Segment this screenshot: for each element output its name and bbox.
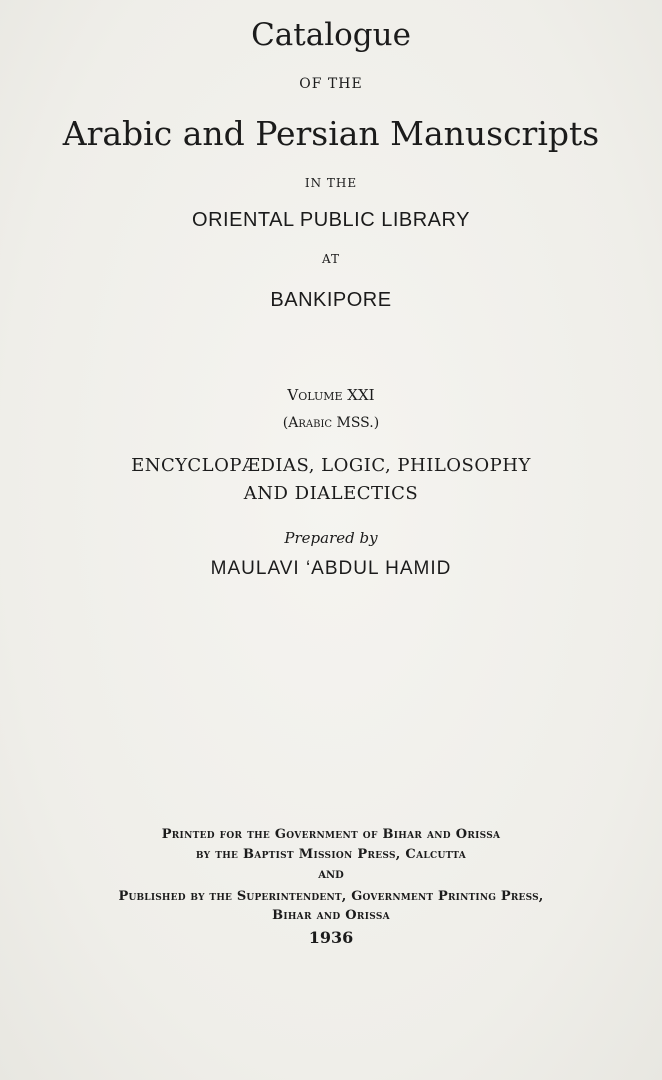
publication-year: 1936 bbox=[308, 928, 354, 947]
and-text: AND bbox=[318, 870, 344, 881]
of-the-text: OF THE bbox=[299, 76, 363, 92]
printed-line-1: Printed for the Government of Bihar and Orissa bbox=[161, 827, 501, 842]
published-line-2: Bihar and Orissa bbox=[272, 908, 390, 923]
place-name: BANKIPORE bbox=[270, 289, 392, 311]
subject-line-1: ENCYCLOPÆDIAS, LOGIC, PHILOSOPHY bbox=[131, 455, 531, 476]
published-line-1: Published by the Superintendent, Government Printing Press, bbox=[118, 889, 544, 904]
prepared-by-text: Prepared by bbox=[284, 529, 378, 547]
author-name: MAULAVI ‘ABDUL HAMID bbox=[210, 558, 452, 579]
series-label: (Arabic MSS.) bbox=[282, 415, 380, 431]
volume-number: Volume XXI bbox=[287, 386, 375, 404]
library-name: ORIENTAL PUBLIC LIBRARY bbox=[192, 209, 470, 231]
at-text: AT bbox=[321, 252, 340, 266]
catalogue-heading: Catalogue bbox=[251, 17, 411, 53]
subject-line-2: AND DIALECTICS bbox=[243, 483, 419, 504]
in-the-text: IN THE bbox=[304, 176, 358, 190]
main-title: Arabic and Persian Manuscripts bbox=[62, 114, 600, 153]
printed-line-2: by the Baptist Mission Press, Calcutta bbox=[195, 847, 467, 862]
